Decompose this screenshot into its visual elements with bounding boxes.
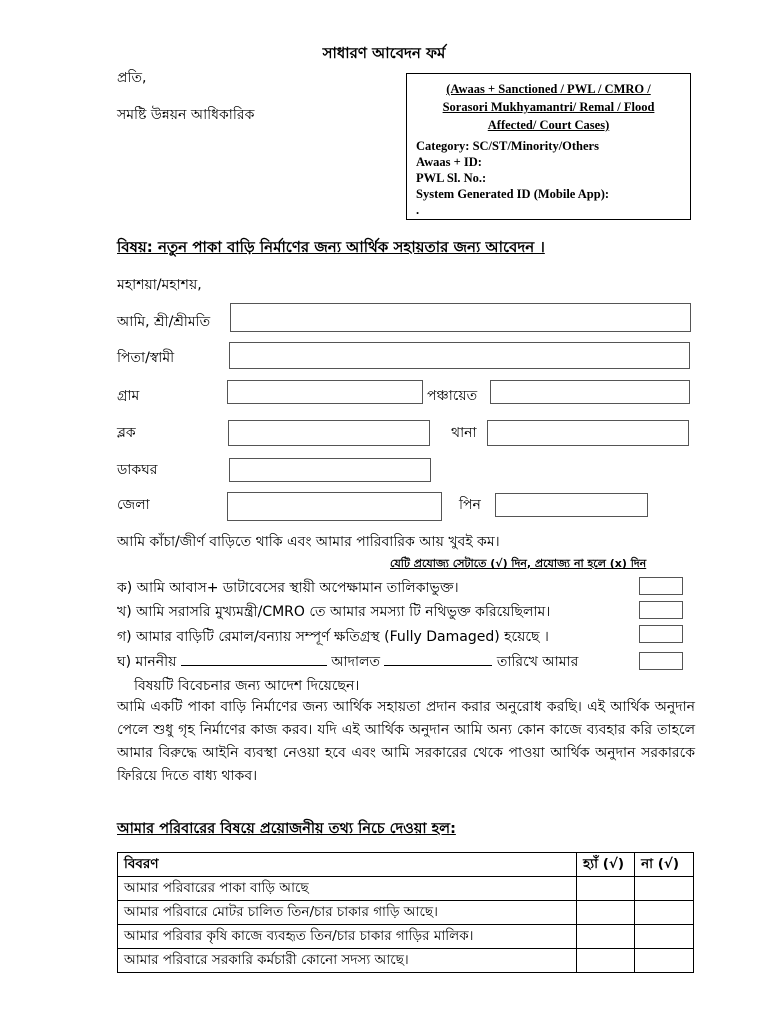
subject-line: বিষয়: নতুন পাকা বাড়ি নির্মাণের জন্য আর্থিক সহায়তার জন্য আবেদন । (117, 238, 545, 256)
thana-field[interactable] (487, 420, 689, 446)
yes-cell[interactable] (577, 901, 635, 925)
table-row (118, 901, 694, 925)
scheme-heading (407, 80, 690, 134)
option-a-checkbox[interactable] (639, 577, 683, 595)
row-description: আমার পরিবার কৃষি কাজে ব্যবহৃত তিন/চার চাকার গাড়ির মালিক। (118, 925, 577, 949)
option-d-court: আদালত (331, 654, 380, 670)
row-description: আমার পরিবারে মোটর চালিত তিন/চার চাকার গাড়ি আছে। (118, 901, 577, 925)
district-field[interactable] (227, 492, 442, 521)
table-row (118, 925, 694, 949)
family-info-heading: আমার পরিবারের বিষয়ে প্রয়োজনীয় তথ্য নিচে দেওয়া হল: (117, 821, 456, 837)
salutation: মহাশয়া/মহাশয়, (117, 277, 202, 293)
option-c: গ) আমার বাড়িটি রেমাল/বন্যায় সম্পূর্ণ ক্ষতিগ্রস্থ (Fully Damaged) হয়েছে । (117, 629, 549, 645)
to-label: প্রতি, (117, 70, 147, 86)
village-field[interactable] (227, 380, 423, 404)
addressee: সমষ্টি উন্নয়ন আধিকারিক (117, 107, 255, 123)
option-b-checkbox[interactable] (639, 601, 683, 619)
district-label: জেলা (117, 497, 150, 513)
thana-label: থানা (451, 425, 477, 441)
pin-label: পিন (459, 497, 481, 513)
option-d-line2: বিষয়টি বিবেচনার জন্য আদেশ দিয়েছেন। (134, 678, 360, 694)
request-paragraph: আমি একটি পাকা বাড়ি নির্মাণের জন্য আর্থিক সহায়তা প্রদান করার অনুরোধ করছি। এই আর্থিক অনুদান পেলে শুধু গৃহ নির্মাণের কাজ করব। যদি এই আর্থিক অনুদান আমি অন্য কোন কাজে ব্যবহার করি তাহলে আমার বিরুদ্ধে আইনি ব্যবস্থা নেওয়া হবে এবং আমি সরকারের থেকে পাওয়া আর্থিক অনুদান সরকারকে ফিরিয়ে দিতে বাধ্য থাকব। (117, 699, 695, 784)
village-label: গ্রাম (117, 388, 140, 404)
scheme-heading-line: Affected/ Court Cases) (487, 118, 610, 132)
name-field[interactable] (230, 303, 691, 332)
no-cell[interactable] (635, 925, 694, 949)
yes-cell[interactable] (577, 877, 635, 901)
option-d-checkbox[interactable] (639, 652, 683, 670)
father-field[interactable] (229, 342, 690, 369)
block-label: ব্লক (117, 425, 136, 441)
row-description: আমার পরিবারে সরকারি কর্মচারী কোনো সদস্য আছে। (118, 949, 577, 973)
option-b: খ) আমি সরাসরি মুখ্যমন্ত্রী/CMRO তে আমার সমস্যা টি নথিভুক্ত করিয়েছিলাম। (117, 604, 551, 620)
no-cell[interactable] (635, 949, 694, 973)
scheme-heading-line: Sorasori Mukhyamantri/ Remal / Flood (442, 100, 655, 114)
table-row (118, 949, 694, 973)
post-office-field[interactable] (229, 458, 431, 482)
awaas-id-line: Awaas + ID: (416, 155, 482, 169)
yes-cell[interactable] (577, 949, 635, 973)
pin-field[interactable] (495, 493, 648, 517)
table-row (118, 877, 694, 901)
system-id-line: System Generated ID (Mobile App): (416, 187, 610, 201)
block-field[interactable] (228, 420, 430, 446)
tick-instruction: যেটি প্রযোজ্য সেটাতে (√) দিন, প্রযোজ্য না হলে (x) দিন (390, 557, 647, 570)
option-d (117, 650, 578, 674)
option-c-checkbox[interactable] (639, 625, 683, 643)
yes-cell[interactable] (577, 925, 635, 949)
table-header-row (118, 853, 694, 877)
row-description: আমার পরিবারের পাকা বাড়ি আছে (118, 877, 577, 901)
no-cell[interactable] (635, 901, 694, 925)
category-line: Category: SC/ST/Minority/Others (416, 139, 599, 153)
panchayat-label: পঞ্চায়েত (427, 388, 478, 404)
yes-header: হ্যাঁ (√) (577, 853, 635, 877)
form-title: সাধারণ আবেদন ফর্ম (322, 44, 446, 62)
option-d-prefix: ঘ) মাননীয় (117, 654, 177, 670)
scheme-info-box (406, 73, 691, 220)
family-info-table (117, 852, 694, 973)
court-name-blank[interactable] (181, 665, 327, 666)
option-a: ক) আমি আবাস+ ডাটাবেসের স্থায়ী অপেক্ষামান তালিকাভুক্ত। (117, 580, 459, 596)
panchayat-field[interactable] (490, 380, 690, 404)
scheme-heading-line: (Awaas + Sanctioned / PWL / CMRO / (446, 82, 651, 96)
court-date-blank[interactable] (384, 665, 492, 666)
option-d-date: তারিখে আমার (496, 654, 579, 670)
income-statement: আমি কাঁচা/জীর্ণ বাড়িতে থাকি এবং আমার পারিবারিক আয় খুবই কম। (117, 534, 500, 550)
scheme-details (416, 138, 609, 218)
no-header: না (√) (635, 853, 694, 877)
father-label: পিতা/স্বামী (117, 350, 175, 366)
dot-line: . (416, 203, 420, 217)
no-cell[interactable] (635, 877, 694, 901)
description-header: বিবরণ (118, 853, 577, 877)
name-label: আমি, শ্রী/শ্রীমতি (117, 314, 211, 330)
pwl-sl-line: PWL Sl. No.: (416, 171, 487, 185)
post-office-label: ডাকঘর (117, 462, 158, 478)
